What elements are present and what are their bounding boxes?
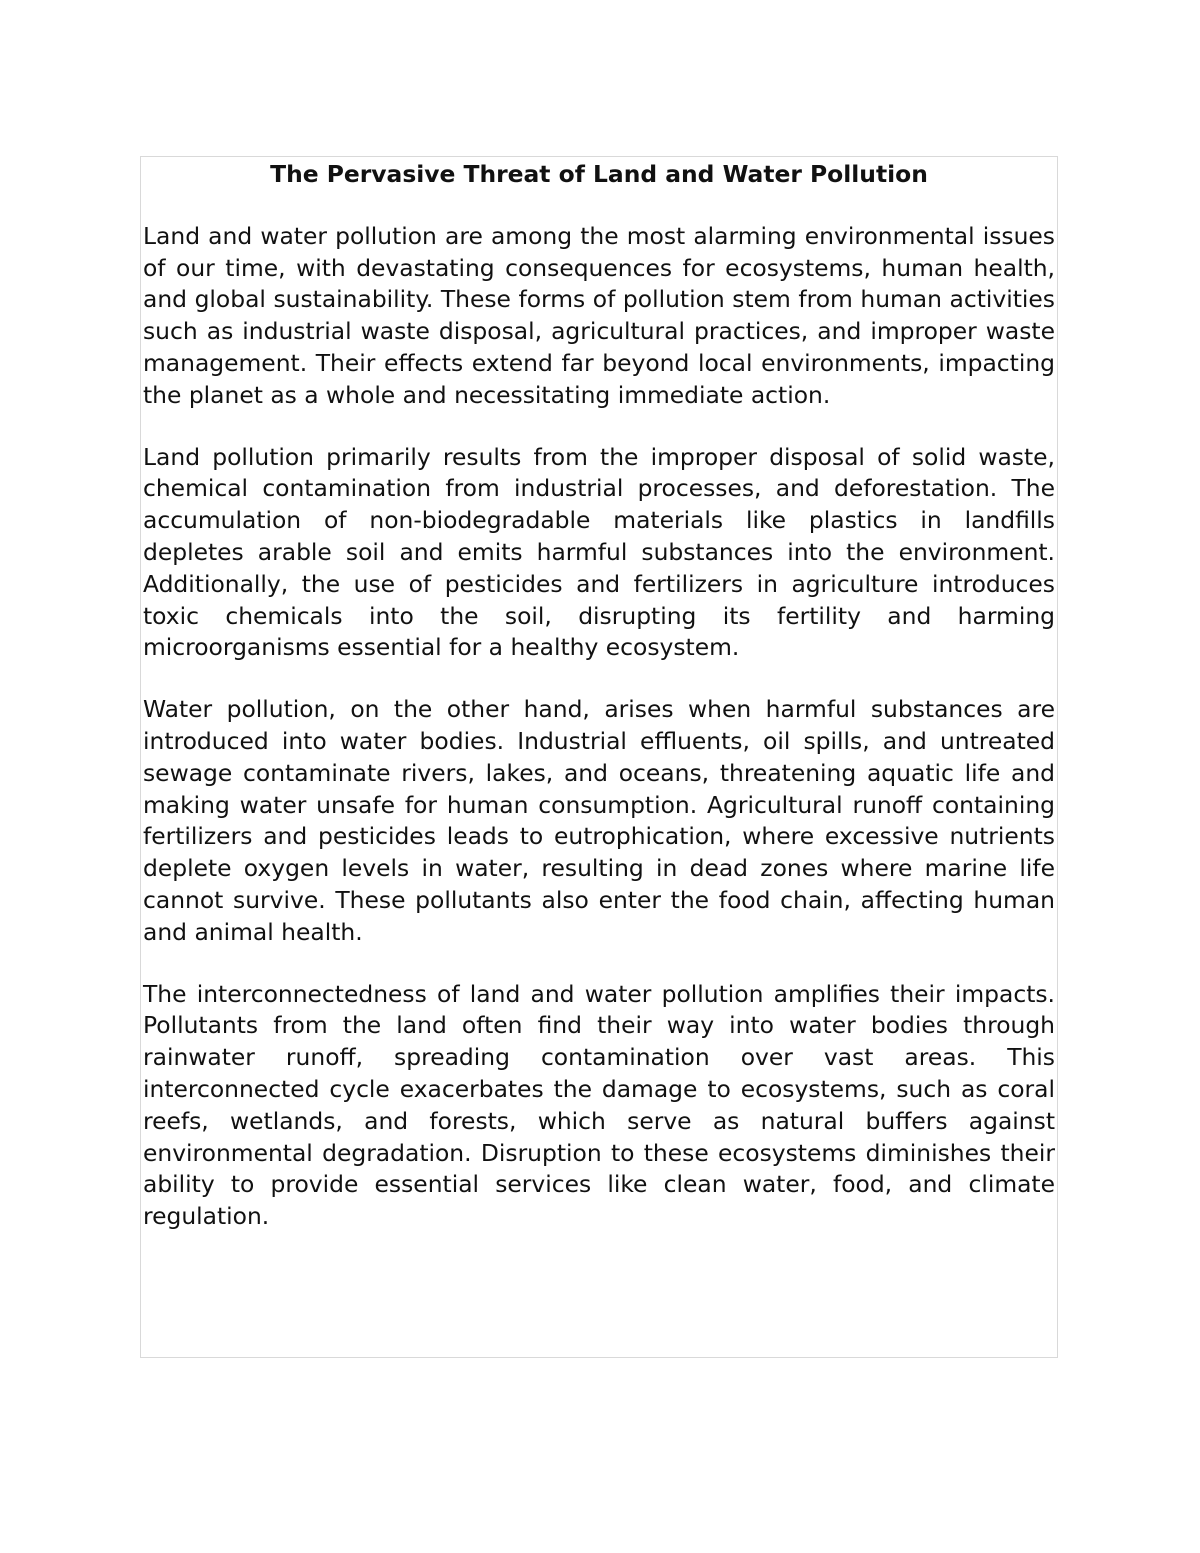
paragraph-land-pollution: Land pollution primarily results from the improper disposal of solid waste, chemical contamination from industrial processes, and deforestation. The accumulation of non-biodegradable materials like plastics in landfills depletes arable soil and emits harmful substances into the environment. Additionally, the use of pesticides and fertilizers in agriculture introduces toxic chemicals into the soil, disrupting its fertility and harming microorganisms essential for a healthy ecosystem. [143,442,1055,662]
paragraph-introduction: Land and water pollution are among the most alarming environmental issues of our time, with devastating consequences for ecosystems, human health, and global sustainability. These forms of pollution stem from human activities such as industrial waste disposal, agricultural practices, and improper waste management. Their effects extend far beyond local environments, impacting the planet as a whole and necessitating immediate action. [143,221,1055,409]
paragraph-interconnectedness: The interconnectedness of land and water pollution amplifies their impacts. Pollutants from the land often find their way into water bodies through rainwater runoff, spreading contamination over vast areas. This interconnected cycle exacerbates the damage to ecosystems, such as coral reefs, wetlands, and forests, which serve as natural buffers against environmental degradation. Disruption to these ecosystems diminishes their ability to provide essential services like clean water, food, and climate regulation. [143,979,1055,1231]
paragraph-water-pollution: Water pollution, on the other hand, arises when harmful substances are introduced into water bodies. Industrial effluents, oil spills, and untreated sewage contaminate rivers, lakes, and oceans, threatening aquatic life and making water unsafe for human consumption. Agricultural runoff containing fertilizers and pesticides leads to eutrophication, where excessive nutrients deplete oxygen levels in water, resulting in dead zones where marine life cannot survive. These pollutants also enter the food chain, affecting human and animal health. [143,695,1055,946]
document-title: The Pervasive Threat of Land and Water Pollution [270,160,928,188]
document-text-box [140,156,1058,1358]
